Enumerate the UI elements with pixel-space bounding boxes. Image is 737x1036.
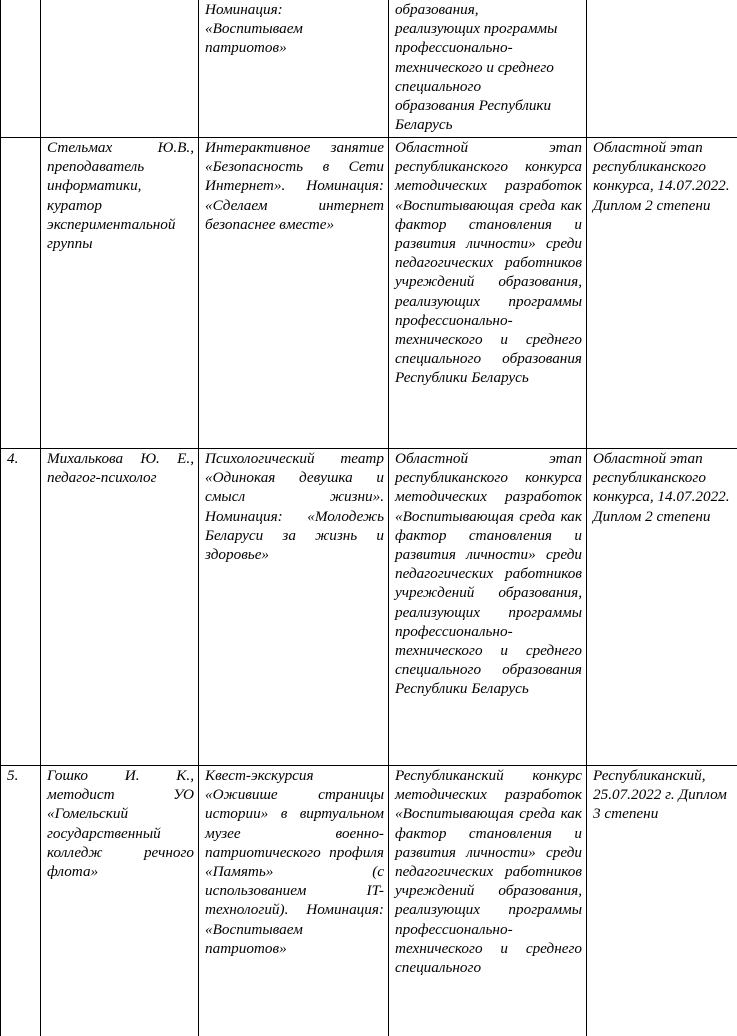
table-row [1, 138, 737, 449]
number-cell [1, 0, 41, 138]
contest-cell [389, 0, 587, 138]
row-number: 5. [7, 766, 38, 785]
person-text: Гошко И. К., методист УО «Гомельский государственный колледж речного флота» [47, 766, 194, 881]
table-row [1, 766, 737, 1036]
result-cell [587, 766, 737, 1036]
contest-text: Республиканский конкурс методических разработок «Воспитывающая среда как фактор становления и развития личности» среди педагогических работников учреждений образования, реализующих программы профессионально-технического и среднего специального [395, 766, 582, 977]
contest-text: образования, реализующих программы профессионально- технического и среднего специального образования Республики Беларусь [395, 0, 582, 134]
result-cell [587, 449, 737, 766]
person-text: Михалькова Ю. Е., педагог-психолог [47, 449, 194, 487]
number-cell [1, 138, 41, 449]
work-cell [199, 766, 389, 1036]
number-cell [1, 449, 41, 766]
person-cell [41, 766, 199, 1036]
person-cell [41, 449, 199, 766]
contest-cell [389, 138, 587, 449]
work-cell [199, 138, 389, 449]
work-cell [199, 0, 389, 138]
contest-text: Областной этап республиканского конкурса методических разработок «Воспитывающая среда как фактор становления и развития личности» среди педагогических работников учреждений образования, реализующих программы профессионально-технического и среднего специального образования Республики Беларусь [395, 138, 582, 388]
work-text: Интерактивное занятие «Безопасность в Сети Интернет». Номинация: «Сделаем интернет безопаснее вместе» [205, 138, 384, 234]
contest-cell [389, 766, 587, 1036]
person-cell [41, 0, 199, 138]
contest-text: Областной этап республиканского конкурса методических разработок «Воспитывающая среда как фактор становления и развития личности» среди педагогических работников учреждений образования, реализующих программы профессионально-технического и среднего специального образования Республики Беларусь [395, 449, 582, 699]
result-text: Областной этап республиканского конкурса, 14.07.2022. Диплом 2 степени [593, 449, 733, 526]
table-row [1, 449, 737, 766]
work-text: Квест-экскурсия «Оживише страницы истории» в виртуальном музее военно-патриотического профиля «Память» (с использованием IT-технологий). Номинация: «Воспитываем патриотов» [205, 766, 384, 958]
result-text: Областной этап республиканского конкурса, 14.07.2022. Диплом 2 степени [593, 138, 733, 215]
person-text: Стельмах Ю.В., преподаватель информатики, куратор экспериментальной группы [47, 138, 194, 253]
work-text: Номинация: «Воспитываем патриотов» [205, 0, 384, 58]
contest-cell [389, 449, 587, 766]
work-text: Психологический театр «Одинокая девушка и смысл жизни». Номинация: «Молодежь Беларуси за жизнь и здоровье» [205, 449, 384, 564]
row-number: 4. [7, 449, 38, 468]
table-row [1, 0, 737, 138]
result-cell [587, 138, 737, 449]
work-cell [199, 449, 389, 766]
person-cell [41, 138, 199, 449]
number-cell [1, 766, 41, 1036]
result-text: Республиканский, 25.07.2022 г. Диплом 3 степени [593, 766, 733, 824]
result-cell [587, 0, 737, 138]
